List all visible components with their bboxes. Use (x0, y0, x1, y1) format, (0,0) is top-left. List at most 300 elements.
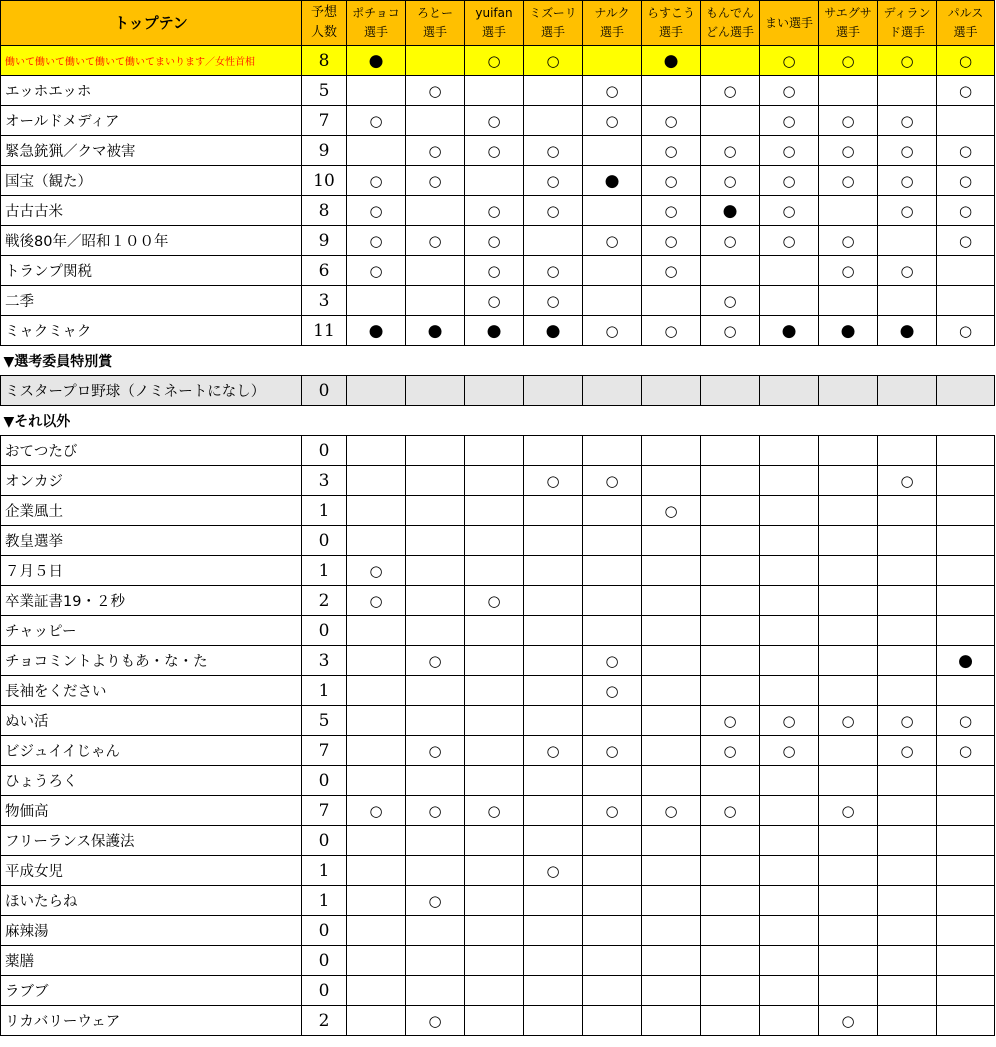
prediction-cell (878, 496, 937, 526)
open-circle-mark: ○ (487, 291, 501, 310)
table-row (1, 436, 995, 466)
prediction-cell (760, 526, 819, 556)
open-circle-mark: ○ (369, 801, 383, 820)
prediction-cell (642, 706, 701, 736)
prediction-cell (819, 226, 878, 256)
prediction-cell (642, 136, 701, 166)
prediction-cell (642, 616, 701, 646)
prediction-cell (760, 166, 819, 196)
prediction-cell (701, 886, 760, 916)
filled-circle-mark: ● (722, 200, 738, 221)
prediction-cell (524, 166, 583, 196)
prediction-cell (878, 706, 937, 736)
prediction-cell (937, 76, 995, 106)
open-circle-mark: ○ (369, 201, 383, 220)
open-circle-mark: ○ (428, 81, 442, 100)
prediction-cell (465, 676, 524, 706)
prediction-cell (347, 826, 406, 856)
open-circle-mark: ○ (428, 741, 442, 760)
prediction-cell (347, 46, 406, 76)
table-row (1, 676, 995, 706)
open-circle-mark: ○ (723, 291, 737, 310)
prediction-cell (642, 196, 701, 226)
prediction-cell (760, 886, 819, 916)
prediction-cell (524, 76, 583, 106)
open-circle-mark: ○ (605, 111, 619, 130)
row-name: フリーランス保護法 (1, 826, 302, 856)
prediction-cell (642, 946, 701, 976)
prediction-cell (701, 226, 760, 256)
prediction-cell (760, 376, 819, 406)
prediction-cell (760, 976, 819, 1006)
prediction-cell (819, 826, 878, 856)
open-circle-mark: ○ (428, 231, 442, 250)
prediction-cell (583, 976, 642, 1006)
open-circle-mark: ○ (900, 471, 914, 490)
prediction-cell (524, 856, 583, 886)
prediction-cell (642, 106, 701, 136)
prediction-cell (642, 916, 701, 946)
prediction-cell (760, 916, 819, 946)
table-row (1, 586, 995, 616)
player-name-line: 選手 (422, 25, 447, 39)
open-circle-mark: ○ (546, 201, 560, 220)
prediction-cell (406, 736, 465, 766)
table-row (1, 616, 995, 646)
open-circle-mark: ○ (487, 51, 501, 70)
row-name: ７月５日 (1, 556, 302, 586)
open-circle-mark: ○ (900, 261, 914, 280)
open-circle-mark: ○ (900, 711, 914, 730)
row-count: 10 (302, 166, 347, 196)
prediction-cell (347, 316, 406, 346)
open-circle-mark: ○ (958, 711, 973, 730)
prediction-cell (583, 556, 642, 586)
prediction-cell (937, 226, 995, 256)
prediction-cell (583, 946, 642, 976)
prediction-cell (406, 436, 465, 466)
prediction-cell (819, 316, 878, 346)
prediction-cell (524, 256, 583, 286)
prediction-cell (583, 676, 642, 706)
prediction-cell (642, 556, 701, 586)
prediction-cell (406, 976, 465, 1006)
prediction-cell (583, 106, 642, 136)
open-circle-mark: ○ (782, 51, 796, 70)
prediction-cell (347, 1006, 406, 1036)
prediction-cell (583, 46, 642, 76)
prediction-cell (524, 556, 583, 586)
player-name-line: ディラン (883, 6, 931, 20)
prediction-cell (406, 616, 465, 646)
prediction-cell (406, 466, 465, 496)
row-count: 9 (302, 226, 347, 256)
prediction-cell (465, 736, 524, 766)
open-circle-mark: ○ (782, 231, 796, 250)
row-name: 長袖をください (1, 676, 302, 706)
row-count: 1 (302, 556, 347, 586)
prediction-cell (819, 976, 878, 1006)
open-circle-mark: ○ (841, 111, 855, 130)
prediction-cell (406, 256, 465, 286)
prediction-cell (347, 196, 406, 226)
open-circle-mark: ○ (958, 171, 973, 190)
prediction-cell (642, 766, 701, 796)
prediction-cell (878, 856, 937, 886)
prediction-cell (760, 316, 819, 346)
open-circle-mark: ○ (900, 741, 914, 760)
prediction-cell (819, 946, 878, 976)
open-circle-mark: ○ (546, 171, 560, 190)
open-circle-mark: ○ (723, 81, 737, 100)
prediction-cell (878, 886, 937, 916)
table-row (1, 466, 995, 496)
open-circle-mark: ○ (664, 111, 678, 130)
prediction-cell (347, 226, 406, 256)
filled-circle-mark: ● (781, 320, 797, 341)
player-name-line: 選手 (481, 25, 506, 39)
prediction-cell (642, 856, 701, 886)
row-count: 1 (302, 676, 347, 706)
row-count: 3 (302, 466, 347, 496)
prediction-cell (937, 616, 995, 646)
prediction-cell (937, 376, 995, 406)
prediction-cell (760, 676, 819, 706)
open-circle-mark: ○ (723, 321, 737, 340)
prediction-cell (760, 706, 819, 736)
row-count: 7 (302, 796, 347, 826)
prediction-cell (642, 166, 701, 196)
prediction-cell (524, 766, 583, 796)
prediction-cell (347, 286, 406, 316)
prediction-cell (406, 766, 465, 796)
prediction-cell (878, 526, 937, 556)
prediction-cell (760, 196, 819, 226)
prediction-cell (347, 886, 406, 916)
prediction-cell (937, 706, 995, 736)
row-name: 戦後80年／昭和１００年 (1, 226, 302, 256)
prediction-cell (406, 526, 465, 556)
prediction-cell (701, 286, 760, 316)
prediction-cell (406, 106, 465, 136)
section-row (1, 346, 995, 376)
open-circle-mark: ○ (958, 741, 973, 760)
prediction-cell (819, 676, 878, 706)
prediction-cell (878, 586, 937, 616)
prediction-cell (878, 766, 937, 796)
open-circle-mark: ○ (900, 111, 914, 130)
prediction-cell (937, 496, 995, 526)
prediction-cell (406, 226, 465, 256)
open-circle-mark: ○ (782, 141, 796, 160)
table-row (1, 946, 995, 976)
prediction-cell (701, 826, 760, 856)
prediction-cell (760, 256, 819, 286)
open-circle-mark: ○ (900, 141, 914, 160)
prediction-cell (583, 526, 642, 556)
prediction-cell (878, 946, 937, 976)
prediction-cell (406, 556, 465, 586)
open-circle-mark: ○ (900, 171, 914, 190)
prediction-cell (524, 736, 583, 766)
prediction-cell (524, 826, 583, 856)
open-circle-mark: ○ (369, 231, 383, 250)
prediction-cell (760, 736, 819, 766)
open-circle-mark: ○ (546, 291, 560, 310)
open-circle-mark: ○ (605, 741, 619, 760)
player-header (819, 1, 878, 46)
prediction-cell (583, 436, 642, 466)
open-circle-mark: ○ (487, 591, 501, 610)
prediction-cell (878, 976, 937, 1006)
prediction-cell (347, 766, 406, 796)
prediction-cell (465, 376, 524, 406)
player-name-line: パルス (947, 6, 984, 20)
row-name: 緊急銃猟／クマ被害 (1, 136, 302, 166)
row-count: 8 (302, 196, 347, 226)
row-count: 2 (302, 586, 347, 616)
prediction-cell (878, 436, 937, 466)
open-circle-mark: ○ (664, 201, 678, 220)
prediction-cell (878, 376, 937, 406)
open-circle-mark: ○ (841, 171, 855, 190)
open-circle-mark: ○ (723, 171, 737, 190)
prediction-cell (819, 136, 878, 166)
prediction-cell (465, 136, 524, 166)
prediction-cell (524, 1006, 583, 1036)
prediction-cell (465, 466, 524, 496)
open-circle-mark: ○ (900, 201, 914, 220)
row-name: トランプ関税 (1, 256, 302, 286)
prediction-cell (524, 316, 583, 346)
prediction-cell (465, 616, 524, 646)
prediction-cell (347, 526, 406, 556)
prediction-cell (524, 796, 583, 826)
row-name: 古古古米 (1, 196, 302, 226)
open-circle-mark: ○ (664, 171, 678, 190)
prediction-cell (583, 706, 642, 736)
prediction-cell (819, 436, 878, 466)
prediction-cell (878, 796, 937, 826)
prediction-cell (347, 586, 406, 616)
prediction-cell (583, 796, 642, 826)
open-circle-mark: ○ (841, 231, 855, 250)
prediction-cell (878, 76, 937, 106)
filled-circle-mark: ● (663, 50, 679, 71)
prediction-cell (524, 886, 583, 916)
filled-circle-mark: ● (427, 320, 443, 341)
prediction-cell (583, 196, 642, 226)
player-name-line: ろとー (416, 6, 453, 20)
prediction-cell (642, 76, 701, 106)
prediction-cell (701, 976, 760, 1006)
table-row (1, 736, 995, 766)
prediction-cell (760, 136, 819, 166)
prediction-cell (937, 526, 995, 556)
table-row (1, 1006, 995, 1036)
prediction-cell (878, 916, 937, 946)
prediction-cell (642, 286, 701, 316)
prediction-cell (701, 496, 760, 526)
table-row (1, 826, 995, 856)
prediction-cell (937, 886, 995, 916)
prediction-cell (642, 886, 701, 916)
table-row (1, 886, 995, 916)
open-circle-mark: ○ (958, 201, 973, 220)
open-circle-mark: ○ (369, 111, 383, 130)
prediction-cell (878, 826, 937, 856)
prediction-cell (701, 526, 760, 556)
open-circle-mark: ○ (487, 261, 501, 280)
player-header (406, 1, 465, 46)
prediction-cell (347, 796, 406, 826)
row-count: 0 (302, 526, 347, 556)
row-count: 5 (302, 76, 347, 106)
prediction-cell (465, 46, 524, 76)
prediction-cell (583, 616, 642, 646)
prediction-cell (524, 466, 583, 496)
prediction-cell (583, 496, 642, 526)
prediction-cell (819, 166, 878, 196)
filled-circle-mark: ● (958, 650, 973, 671)
prediction-cell (760, 46, 819, 76)
open-circle-mark: ○ (605, 651, 619, 670)
player-name-line: 選手 (953, 25, 978, 39)
row-count: 0 (302, 826, 347, 856)
prediction-cell (347, 76, 406, 106)
prediction-cell (701, 736, 760, 766)
row-name: 卒業証書19・２秒 (1, 586, 302, 616)
player-name-line: どん選手 (705, 25, 754, 39)
prediction-cell (878, 466, 937, 496)
prediction-cell (465, 256, 524, 286)
prediction-cell (583, 286, 642, 316)
row-name: リカバリーウェア (1, 1006, 302, 1036)
prediction-cell (524, 526, 583, 556)
prediction-cell (583, 856, 642, 886)
open-circle-mark: ○ (487, 801, 501, 820)
player-header (465, 1, 524, 46)
prediction-cell (642, 976, 701, 1006)
prediction-cell (701, 676, 760, 706)
prediction-cell (583, 256, 642, 286)
prediction-cell (642, 826, 701, 856)
table-row (1, 166, 995, 196)
prediction-cell (524, 286, 583, 316)
prediction-cell (465, 796, 524, 826)
prediction-cell (878, 676, 937, 706)
prediction-cell (760, 106, 819, 136)
open-circle-mark: ○ (782, 171, 796, 190)
prediction-cell (583, 736, 642, 766)
prediction-cell (937, 586, 995, 616)
prediction-cell (819, 1006, 878, 1036)
row-name: オンカジ (1, 466, 302, 496)
filled-circle-mark: ● (840, 320, 856, 341)
player-header (642, 1, 701, 46)
row-count: 0 (302, 436, 347, 466)
open-circle-mark: ○ (428, 651, 442, 670)
table-row (1, 796, 995, 826)
table-row (1, 226, 995, 256)
prediction-cell (701, 436, 760, 466)
prediction-cell (583, 826, 642, 856)
prediction-cell (819, 616, 878, 646)
open-circle-mark: ○ (369, 261, 383, 280)
prediction-cell (406, 166, 465, 196)
prediction-cell (701, 136, 760, 166)
prediction-cell (347, 916, 406, 946)
prediction-cell (406, 826, 465, 856)
player-name-line: サエグサ (824, 6, 872, 20)
count-header-line: 予想 (310, 5, 337, 20)
prediction-cell (878, 736, 937, 766)
section-spacer (347, 406, 995, 436)
prediction-cell (937, 466, 995, 496)
prediction-cell (406, 1006, 465, 1036)
row-count: 1 (302, 886, 347, 916)
open-circle-mark: ○ (428, 171, 442, 190)
table-row (1, 706, 995, 736)
row-count: 1 (302, 496, 347, 526)
prediction-cell (465, 496, 524, 526)
open-circle-mark: ○ (841, 1011, 855, 1030)
row-name: エッホエッホ (1, 76, 302, 106)
prediction-cell (347, 256, 406, 286)
open-circle-mark: ○ (546, 471, 560, 490)
prediction-cell (760, 826, 819, 856)
prediction-cell (465, 946, 524, 976)
prediction-cell (583, 916, 642, 946)
row-count: 0 (302, 616, 347, 646)
open-circle-mark: ○ (841, 141, 855, 160)
prediction-cell (937, 976, 995, 1006)
prediction-cell (701, 946, 760, 976)
table-row (1, 376, 995, 406)
table-row (1, 766, 995, 796)
prediction-cell (642, 466, 701, 496)
player-name-line: 選手 (363, 25, 388, 39)
player-header (878, 1, 937, 46)
prediction-cell (347, 856, 406, 886)
prediction-cell (878, 556, 937, 586)
prediction-cell (347, 376, 406, 406)
prediction-cell (701, 256, 760, 286)
open-circle-mark: ○ (723, 801, 737, 820)
table-row (1, 136, 995, 166)
prediction-cell (465, 916, 524, 946)
prediction-cell (406, 916, 465, 946)
prediction-cell (701, 586, 760, 616)
prediction-cell (760, 226, 819, 256)
prediction-cell (465, 856, 524, 886)
prediction-cell (878, 106, 937, 136)
prediction-cell (819, 286, 878, 316)
open-circle-mark: ○ (841, 801, 855, 820)
prediction-cell (819, 106, 878, 136)
player-name-line: 選手 (599, 25, 624, 39)
prediction-cell (937, 166, 995, 196)
filled-circle-mark: ● (899, 320, 915, 341)
prediction-cell (819, 586, 878, 616)
open-circle-mark: ○ (958, 231, 973, 250)
prediction-cell (642, 226, 701, 256)
prediction-cell (701, 1006, 760, 1036)
filled-circle-mark: ● (368, 50, 384, 71)
table-row (1, 856, 995, 886)
open-circle-mark: ○ (664, 231, 678, 250)
prediction-cell (701, 46, 760, 76)
